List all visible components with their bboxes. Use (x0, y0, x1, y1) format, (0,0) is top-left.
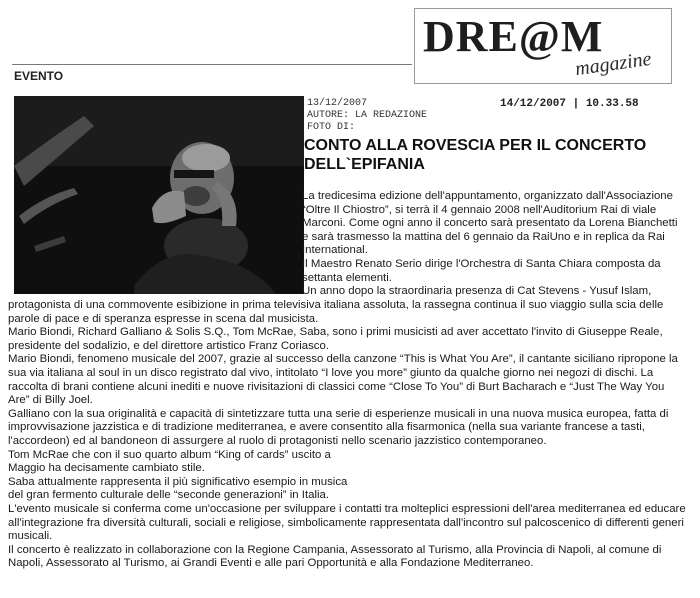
body-paragraph: Mario Biondi, Richard Galliano & Solis S.Q., Tom McRae, Saba, sono i primi musicisti ad aver accettato l'invito di Giuseppe Reale, presidente del sodalizio, e del direttore artistico Franz Coriasco. (8, 326, 663, 352)
logo-title: DRE@M (423, 12, 604, 61)
magazine-logo (414, 8, 672, 84)
article-date: 13/12/2007 (307, 98, 368, 109)
article-body-column (302, 190, 686, 299)
logo-subtitle: magazine (573, 47, 653, 81)
article-author: AUTORE: LA REDAZIONE (307, 110, 428, 121)
article-photo (14, 96, 304, 294)
article-body-full (8, 299, 688, 571)
section-label: EVENTO (14, 69, 64, 83)
article-timestamp: 14/12/2007 | 10.33.58 (500, 98, 639, 110)
body-paragraph: Il concerto è realizzato in collaborazione con la Regione Campania, Assessorato al Turismo, alla Provincia di Napoli, al comune di Napoli, Assessorato al Turismo, ai Grandi Eventi e alle pari Opportunità e alla Fondazione Mediterraneo. (8, 543, 662, 570)
section-bar (12, 64, 412, 87)
body-paragraph: Mario Biondi, fenomeno musicale del 2007, grazie al successo della canzone “This is What You Are”, il cantante siciliano ripropone la sua via italiana al soul in un disco registrato dal vivo, intitolato “I love you more” giunto da qualche giorno nei negozi di dischi. La raccolta di brani contiene alcuni inediti e nuove rivisitazioni di classici come “Close To You” di Burt Bacharach e “Just The Way You Are” di Billy Joel. (8, 353, 678, 407)
article-title (304, 136, 684, 174)
body-paragraph: Il Maestro Renato Serio dirige l'Orchestra di Santa Chiara composta da settanta elementi. (302, 257, 661, 284)
body-paragraph: Un anno dopo la straordinaria presenza di Cat Stevens - Yusuf Islam, (302, 285, 652, 298)
body-paragraph: L'evento musicale si conferma come un'occasione per sviluppare i contatti tra molteplici espressioni dell'area mediterranea ed educare all'integrazione fra diversità culturali, sociali e religiose, simbolicamente rappresentata dall'incontro sul palcoscenico di differenti generi musicali. (8, 502, 686, 543)
body-paragraph: protagonista di una commovente esibizione in prima televisiva italiana assoluta, la rassegna continua il suo viaggio sulla scia delle parole di pace e di speranza espresse in scena dal musicista. (8, 299, 664, 325)
article-title-line-2: DELL`EPIFANIA (304, 156, 425, 173)
photo-image (14, 96, 304, 294)
photo-credit: FOTO DI: (307, 122, 356, 133)
body-paragraph: Tom McRae che con il suo quarto album “King of cards” uscito a Maggio ha decisamente cambiato stile. (8, 448, 331, 475)
body-paragraph: La tredicesima edizione dell'appuntamento, organizzato dall'Associazione “Oltre Il Chiostro”, si terrà il 4 gennaio 2008 nell'Auditorium Rai di viale Marconi. Come ogni anno il concerto sarà presentato da Lorena Bianchetti e sarà trasmesso la mattina del 6 gennaio da RaiUno e in replica da Rai International. (302, 190, 678, 257)
article-title-line-1: CONTO ALLA ROVESCIA PER IL CONCERTO (304, 137, 647, 154)
body-paragraph: Galliano con la sua originalità e capacità di sintetizzare tutta una serie di esperienze musicali in una nuova musica europea, fatta di improvvisazione jazzistica e di tradizione mediterranea, e avere consentito alla fisarmonica (nella sua variante francese a tasti, l'accordeon) ed al bandoneon di assurgere al ruolo di protagonisti nello scenario jazzistico contemporaneo. (8, 407, 669, 447)
body-paragraph: Saba attualmente rappresenta il più significativo esempio in musica del gran fermento culturale delle “seconde generazioni” in Italia. (8, 475, 348, 502)
byline (307, 98, 427, 134)
